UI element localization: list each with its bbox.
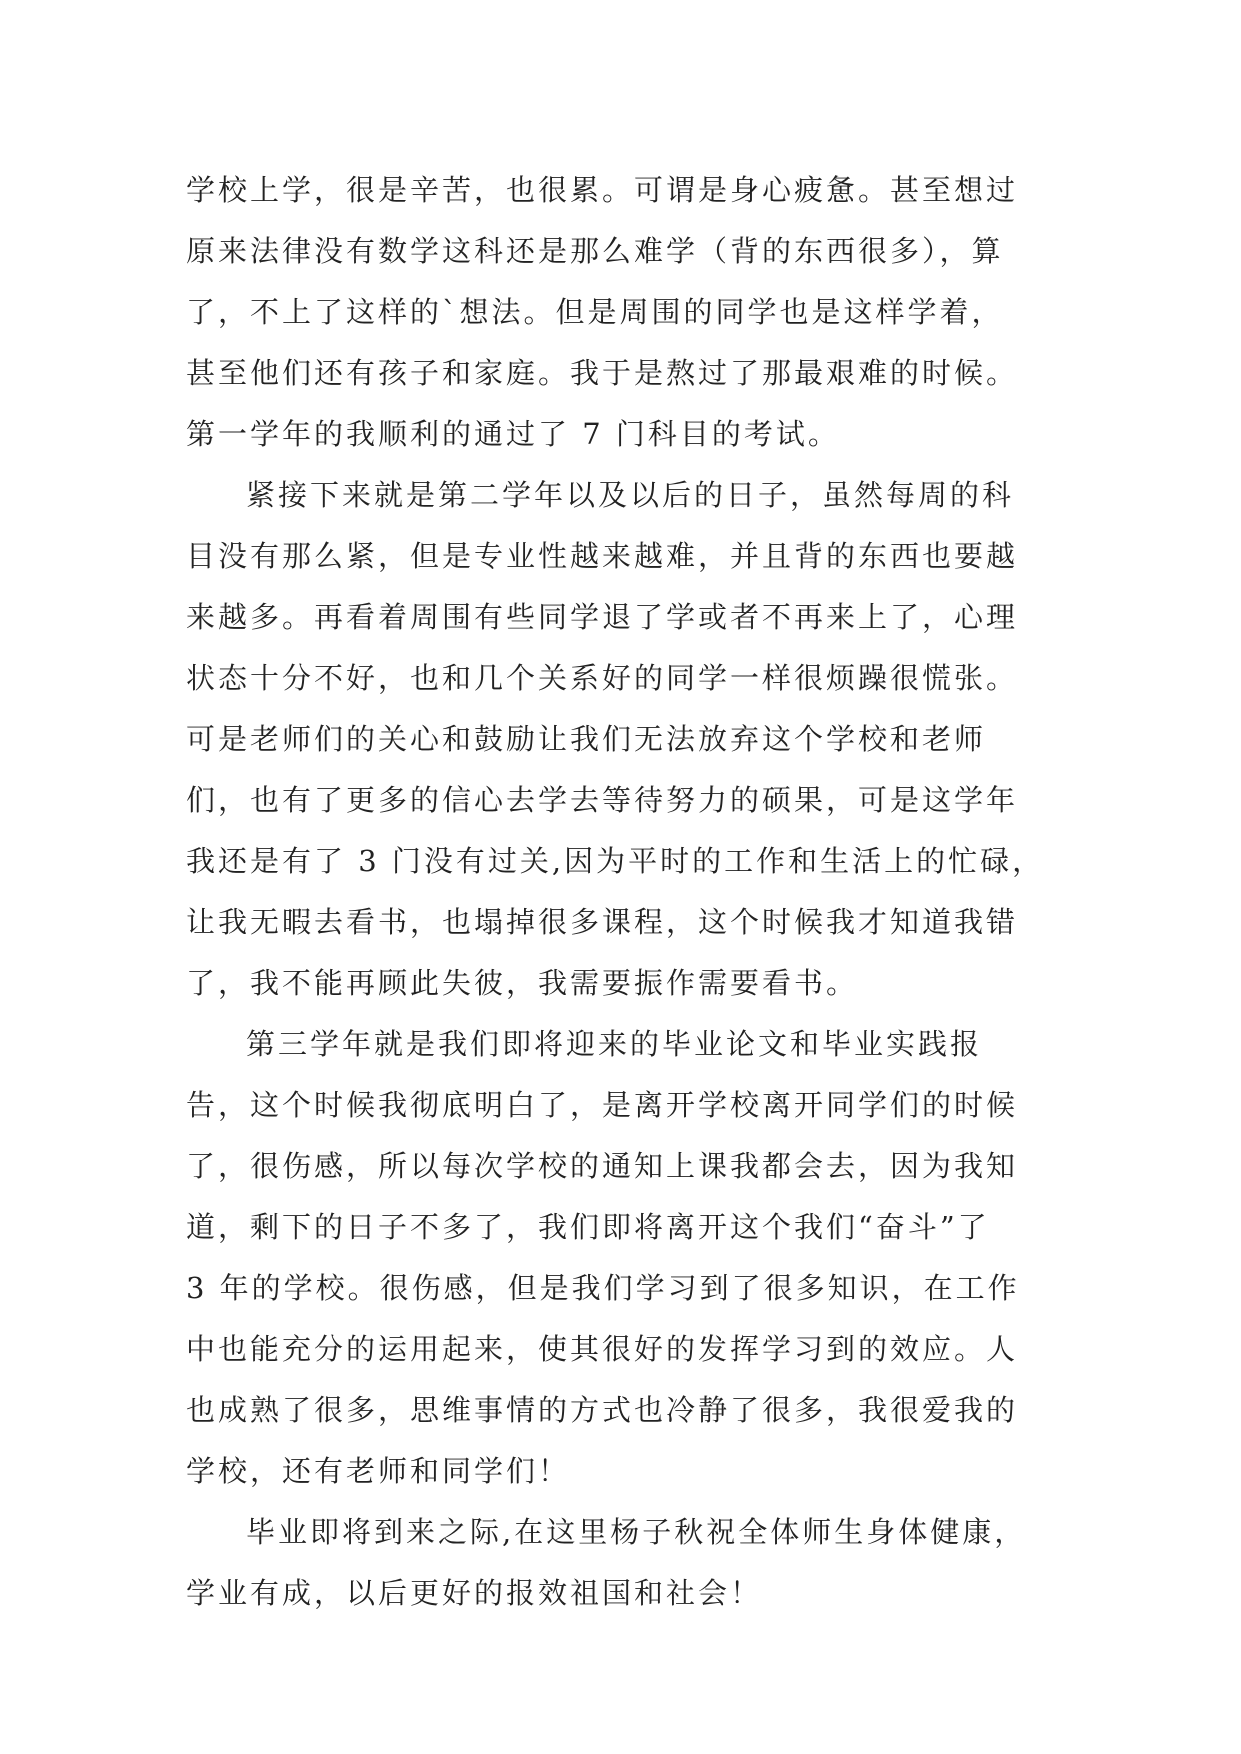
text-line: 学业有成，以后更好的报效祖国和社会！ (186, 1576, 763, 1610)
text-line: 状态十分不好，也和几个关系好的同学一样很烦躁很慌张。 (186, 661, 1019, 695)
document-body (186, 160, 1066, 1624)
text-line: 也成熟了很多，思维事情的方式也冷静了很多，我很爱我的 (186, 1393, 1019, 1427)
text-line: 第一学年的我顺利的通过了 7 门科目的考试。 (186, 417, 840, 451)
paragraph-first-line: 第三学年就是我们即将迎来的毕业论文和毕业实践报 (246, 1027, 983, 1061)
text-line: 们，也有了更多的信心去学去等待努力的硕果，可是这学年 (186, 783, 1019, 817)
text-line: 我还是有了 3 门没有过关,因为平时的工作和生活上的忙碌， (186, 844, 1045, 878)
text-line: 学校，还有老师和同学们！ (186, 1454, 571, 1488)
text-line: 目没有那么紧，但是专业性越来越难，并且背的东西也要越 (186, 539, 1019, 573)
text-line: 可是老师们的关心和鼓励让我们无法放弃这个学校和老师 (186, 722, 987, 756)
text-line: 中也能充分的运用起来，使其很好的发挥学习到的效应。人 (186, 1332, 1019, 1366)
text-line: 来越多。再看着周围有些同学退了学或者不再来上了，心理 (186, 600, 1019, 634)
text-line: 原来法律没有数学这科还是那么难学（背的东西很多），算 (186, 234, 1004, 268)
text-line: 道，剩下的日子不多了，我们即将离开这个我们“奋斗”了 (186, 1210, 990, 1244)
text-line: 学校上学，很是辛苦，也很累。可谓是身心疲惫。甚至想过 (186, 173, 1019, 207)
paragraph-first-line: 毕业即将到来之际,在这里杨子秋祝全体师生身体健康， (246, 1515, 1027, 1549)
text-line: 告，这个时候我彻底明白了，是离开学校离开同学们的时候 (186, 1088, 1019, 1122)
text-line: 了，我不能再顾此失彼，我需要振作需要看书。 (186, 966, 859, 1000)
text-line: 了，很伤感，所以每次学校的通知上课我都会去，因为我知 (186, 1149, 1019, 1183)
text-line: 3 年的学校。很伤感，但是我们学习到了很多知识，在工作 (186, 1271, 1020, 1305)
text-line: 让我无暇去看书，也塌掉很多课程，这个时候我才知道我错 (186, 905, 1019, 939)
text-line: 了，不上了这样的`想法。但是周围的同学也是这样学着， (186, 295, 1004, 329)
paragraph-first-line: 紧接下来就是第二学年以及以后的日子，虽然每周的科 (246, 478, 1015, 512)
text-line: 甚至他们还有孩子和家庭。我于是熬过了那最艰难的时候。 (186, 356, 1019, 390)
